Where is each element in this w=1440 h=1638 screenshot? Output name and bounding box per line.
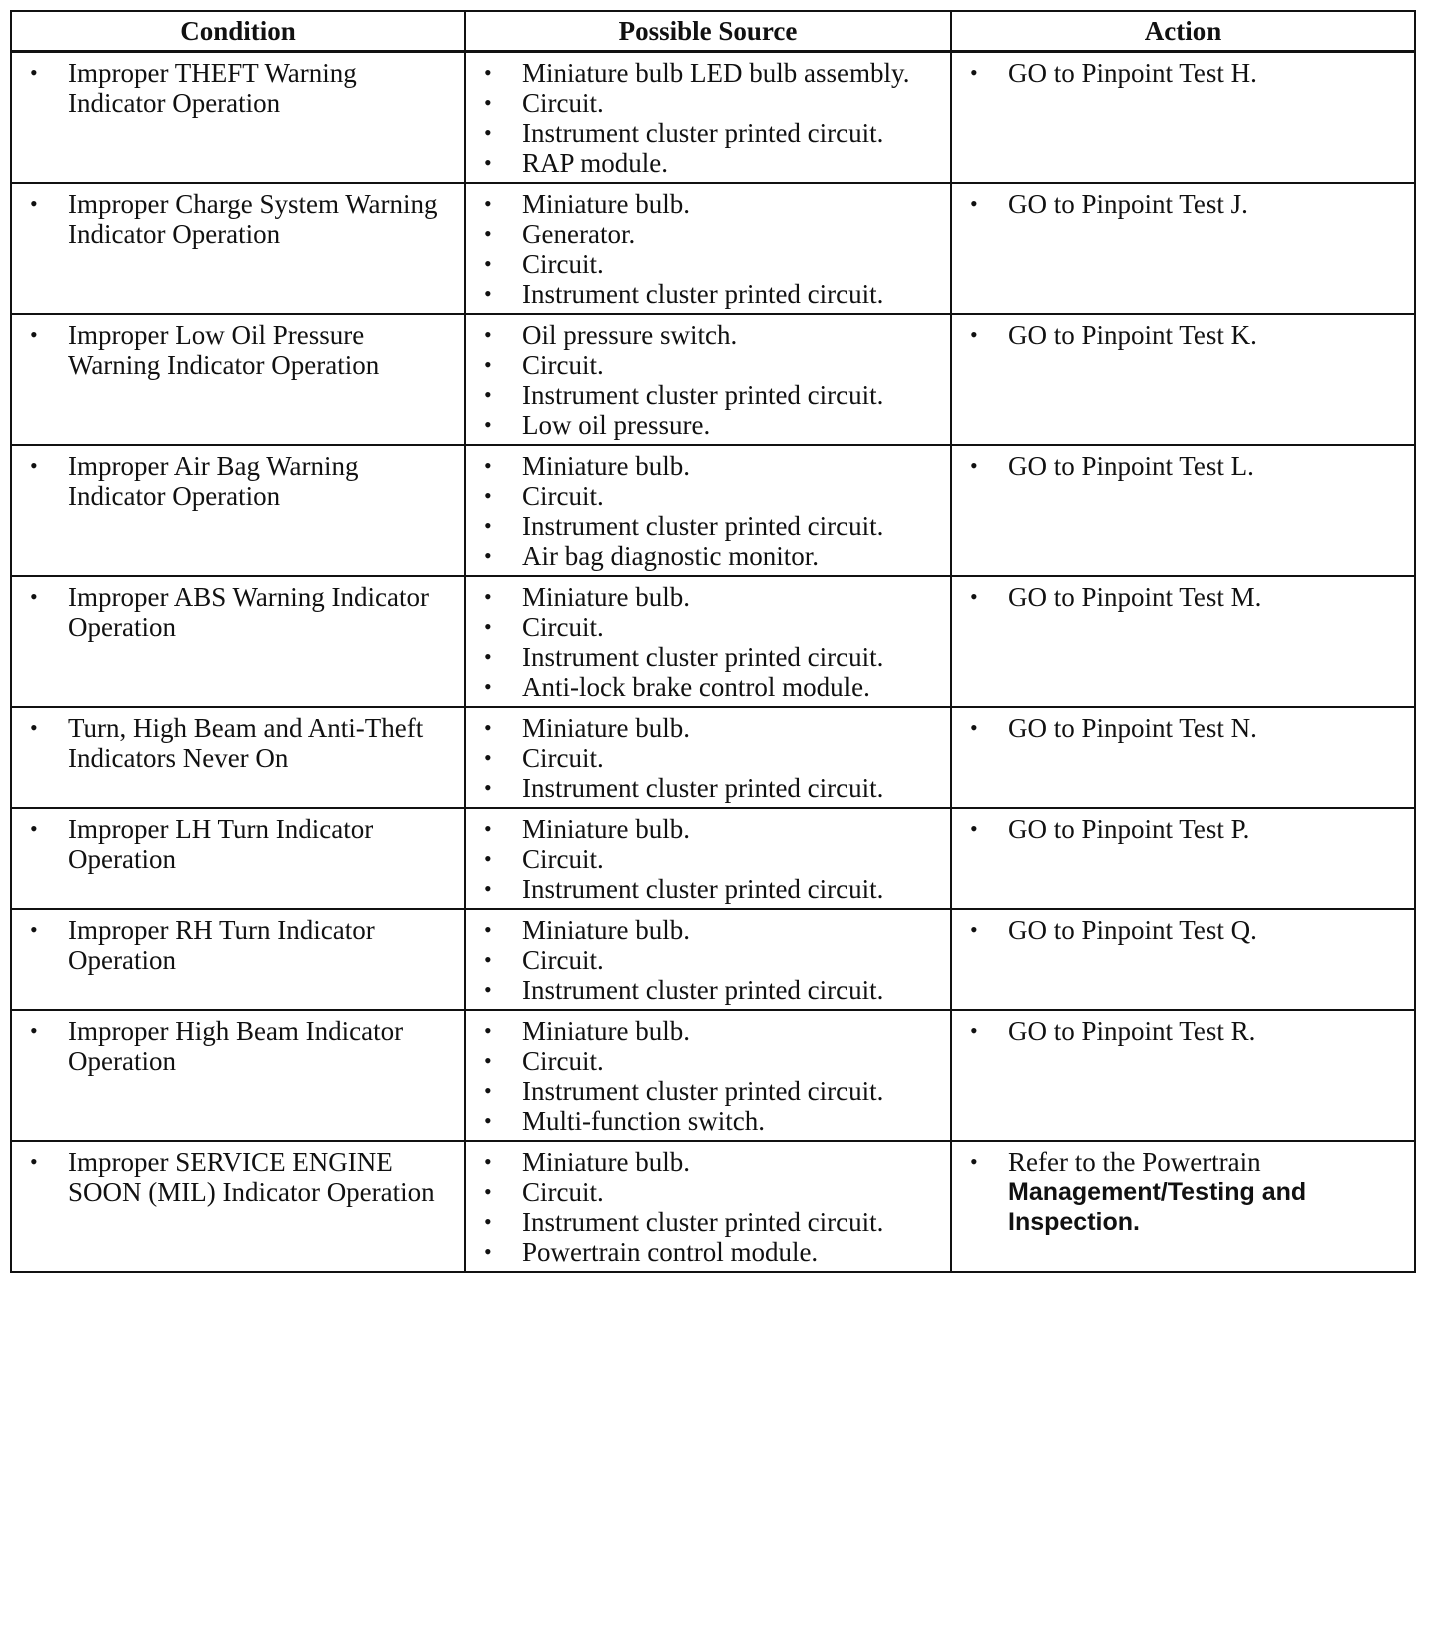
table-row — [11, 576, 1415, 707]
source-item: • Instrument cluster printed circuit. — [466, 279, 944, 309]
source-item: • Air bag diagnostic monitor. — [466, 541, 944, 571]
condition-list — [12, 58, 458, 118]
source-list — [466, 58, 944, 178]
source-item: • Miniature bulb. — [466, 582, 944, 612]
table-row — [11, 314, 1415, 445]
possible-source-cell — [465, 576, 951, 707]
header-possible-source: Possible Source — [465, 11, 951, 52]
condition-text: • Improper LH Turn Indicator Operation — [12, 814, 458, 874]
condition-text: • Improper High Beam Indicator Operation — [12, 1016, 458, 1076]
action-text: GO to Pinpoint Test M. — [1008, 582, 1262, 612]
source-list — [466, 915, 944, 1005]
condition-cell — [11, 445, 465, 576]
source-item: • Anti-lock brake control module. — [466, 672, 944, 702]
condition-text: • Improper THEFT Warning Indicator Operation — [12, 58, 458, 118]
action-list — [952, 1016, 1408, 1046]
source-list — [466, 1147, 944, 1267]
action-cell — [951, 445, 1415, 576]
condition-list — [12, 1016, 458, 1076]
action-cell — [951, 1141, 1415, 1272]
source-item: • Instrument cluster printed circuit. — [466, 380, 944, 410]
action-text: GO to Pinpoint Test J. — [1008, 189, 1248, 219]
source-item: • Circuit. — [466, 1046, 944, 1076]
action-list — [952, 58, 1408, 88]
action-item — [952, 582, 1408, 612]
action-cell — [951, 707, 1415, 808]
source-item: • Miniature bulb. — [466, 814, 944, 844]
table-row — [11, 1010, 1415, 1141]
action-item — [952, 58, 1408, 88]
condition-list — [12, 189, 458, 249]
action-cell — [951, 1010, 1415, 1141]
source-item: • Circuit. — [466, 743, 944, 773]
source-item: • Miniature bulb. — [466, 915, 944, 945]
condition-cell — [11, 808, 465, 909]
source-list — [466, 713, 944, 803]
condition-list — [12, 451, 458, 511]
condition-text: • Improper Charge System Warning Indicator Operation — [12, 189, 458, 249]
action-cell — [951, 576, 1415, 707]
source-item: • Circuit. — [466, 481, 944, 511]
source-item: • Generator. — [466, 219, 944, 249]
table-row — [11, 909, 1415, 1010]
action-text: Refer to the Powertrain — [1008, 1147, 1261, 1177]
action-text: GO to Pinpoint Test H. — [1008, 58, 1257, 88]
source-item: • Circuit. — [466, 350, 944, 380]
condition-cell — [11, 183, 465, 314]
table-row — [11, 1141, 1415, 1272]
table-row — [11, 707, 1415, 808]
possible-source-cell — [465, 183, 951, 314]
source-item: • Instrument cluster printed circuit. — [466, 975, 944, 1005]
action-list — [952, 451, 1408, 481]
source-item: • Miniature bulb LED bulb assembly. — [466, 58, 944, 88]
source-item: • Low oil pressure. — [466, 410, 944, 440]
condition-cell — [11, 576, 465, 707]
source-item: • Miniature bulb. — [466, 1016, 944, 1046]
source-list — [466, 814, 944, 904]
source-item: • Miniature bulb. — [466, 189, 944, 219]
possible-source-cell — [465, 808, 951, 909]
condition-list — [12, 713, 458, 773]
action-list — [952, 189, 1408, 219]
condition-list — [12, 915, 458, 975]
source-item: • Miniature bulb. — [466, 713, 944, 743]
action-list — [952, 1147, 1408, 1237]
possible-source-cell — [465, 445, 951, 576]
action-item — [952, 915, 1408, 945]
condition-list — [12, 582, 458, 642]
action-text: GO to Pinpoint Test R. — [1008, 1016, 1256, 1046]
possible-source-cell — [465, 1010, 951, 1141]
table-body — [11, 52, 1415, 1273]
action-text: GO to Pinpoint Test N. — [1008, 713, 1257, 743]
source-item: • Instrument cluster printed circuit. — [466, 874, 944, 904]
source-item: • Multi-function switch. — [466, 1106, 944, 1136]
condition-text: • Improper Air Bag Warning Indicator Operation — [12, 451, 458, 511]
condition-cell — [11, 1010, 465, 1141]
possible-source-cell — [465, 909, 951, 1010]
possible-source-cell — [465, 314, 951, 445]
source-item: • Circuit. — [466, 1177, 944, 1207]
action-reference-note: Management/Testing and Inspection. — [1008, 1178, 1307, 1236]
action-list — [952, 582, 1408, 612]
source-list — [466, 1016, 944, 1136]
header-condition: Condition — [11, 11, 465, 52]
condition-text: • Improper Low Oil Pressure Warning Indicator Operation — [12, 320, 458, 380]
condition-text: • Turn, High Beam and Anti-Theft Indicators Never On — [12, 713, 458, 773]
source-item: • Circuit. — [466, 612, 944, 642]
source-list — [466, 320, 944, 440]
source-item: • Circuit. — [466, 249, 944, 279]
action-item — [952, 1147, 1408, 1237]
action-text: GO to Pinpoint Test P. — [1008, 814, 1250, 844]
condition-cell — [11, 909, 465, 1010]
source-item: • Circuit. — [466, 88, 944, 118]
source-list — [466, 451, 944, 571]
header-row — [11, 11, 1415, 52]
condition-list — [12, 1147, 458, 1207]
possible-source-cell — [465, 52, 951, 184]
action-item — [952, 713, 1408, 743]
condition-cell — [11, 1141, 465, 1272]
action-item — [952, 189, 1408, 219]
source-item: • Instrument cluster printed circuit. — [466, 118, 944, 148]
source-item: • Circuit. — [466, 844, 944, 874]
action-item — [952, 1016, 1408, 1046]
action-list — [952, 915, 1408, 945]
condition-cell — [11, 314, 465, 445]
source-item: • Circuit. — [466, 945, 944, 975]
source-item: • Instrument cluster printed circuit. — [466, 1076, 944, 1106]
source-list — [466, 189, 944, 309]
source-item: • Miniature bulb. — [466, 1147, 944, 1177]
source-item: • Instrument cluster printed circuit. — [466, 773, 944, 803]
header-action: Action — [951, 11, 1415, 52]
condition-text: • Improper RH Turn Indicator Operation — [12, 915, 458, 975]
source-item: • Miniature bulb. — [466, 451, 944, 481]
condition-list — [12, 814, 458, 874]
condition-cell — [11, 52, 465, 184]
condition-cell — [11, 707, 465, 808]
action-item — [952, 320, 1408, 350]
action-item — [952, 451, 1408, 481]
source-item: • Oil pressure switch. — [466, 320, 944, 350]
possible-source-cell — [465, 1141, 951, 1272]
action-cell — [951, 909, 1415, 1010]
condition-list — [12, 320, 458, 380]
table-row — [11, 52, 1415, 184]
table-row — [11, 808, 1415, 909]
action-text: GO to Pinpoint Test L. — [1008, 451, 1254, 481]
condition-text: • Improper ABS Warning Indicator Operation — [12, 582, 458, 642]
diagnosis-table — [10, 10, 1416, 1273]
source-item: • Instrument cluster printed circuit. — [466, 511, 944, 541]
action-text: GO to Pinpoint Test K. — [1008, 320, 1257, 350]
action-list — [952, 814, 1408, 844]
source-item: • RAP module. — [466, 148, 944, 178]
action-cell — [951, 183, 1415, 314]
table-row — [11, 183, 1415, 314]
source-item: • Instrument cluster printed circuit. — [466, 642, 944, 672]
action-text: GO to Pinpoint Test Q. — [1008, 915, 1257, 945]
action-cell — [951, 52, 1415, 184]
action-list — [952, 713, 1408, 743]
action-list — [952, 320, 1408, 350]
table-row — [11, 445, 1415, 576]
source-item: • Powertrain control module. — [466, 1237, 944, 1267]
action-cell — [951, 314, 1415, 445]
source-list — [466, 582, 944, 702]
condition-text: • Improper SERVICE ENGINE SOON (MIL) Indicator Operation — [12, 1147, 458, 1207]
possible-source-cell — [465, 707, 951, 808]
action-cell — [951, 808, 1415, 909]
action-item — [952, 814, 1408, 844]
source-item: • Instrument cluster printed circuit. — [466, 1207, 944, 1237]
